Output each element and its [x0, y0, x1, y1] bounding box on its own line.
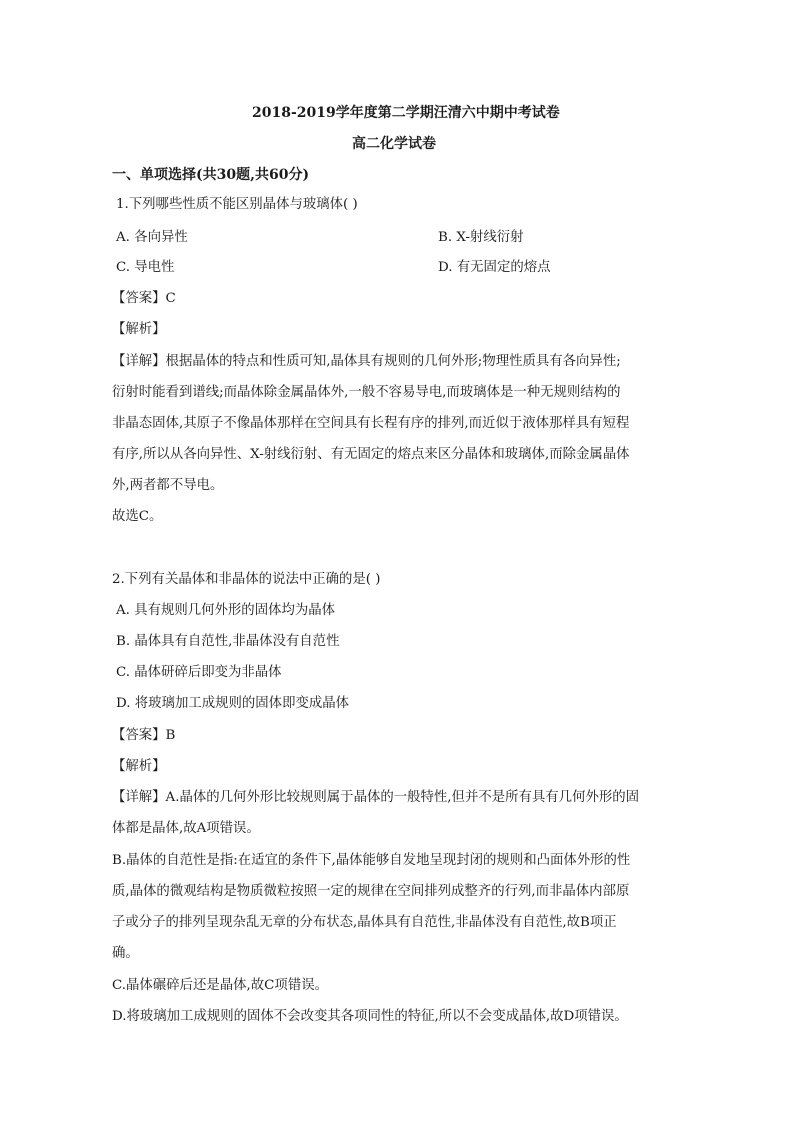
- answer: 【答案】C: [112, 291, 176, 306]
- question-stem: 1.下列哪些性质不能区别晶体与玻璃体( ): [116, 197, 358, 212]
- detail-line: 确。: [112, 946, 139, 961]
- option-a: A. 具有规则几何外形的固体均为晶体: [116, 603, 336, 618]
- detail-line: B.晶体的自范性是指:在适宜的条件下,晶体能够自发地呈现封闭的规则和凸面体外形的性: [112, 853, 631, 868]
- detail-line: 有序,所以从各向异性、X-射线衍射、有无固定的熔点来区分晶体和玻璃体,而除金属晶体: [112, 447, 630, 462]
- exam-title: 2018-2019学年度第二学期汪清六中期中考试卷: [252, 105, 560, 121]
- analysis-label: 【解析】: [112, 322, 166, 337]
- detail-line: D.将玻璃加工成规则的固体不会改变其各项同性的特征,所以不会变成晶体,故D项错误。: [112, 1009, 628, 1024]
- option-b: B. 晶体具有自范性,非晶体没有自范性: [116, 634, 340, 649]
- option-c: C. 导电性: [116, 260, 175, 275]
- detail-line: C.晶体碾碎后还是晶体,故C项错误。: [112, 978, 328, 993]
- option-b: B. X-射线衍射: [438, 230, 524, 245]
- detail-line: 【详解】A.晶体的几何外形比较规则属于晶体的一般特性,但并不是所有具有几何外形的固: [112, 790, 640, 805]
- option-d: D. 将玻璃加工成规则的固体即变成晶体: [116, 696, 350, 711]
- option-d: D. 有无固定的熔点: [438, 260, 551, 275]
- detail-line: 外,两者都不导电。: [112, 478, 224, 493]
- detail-line: 非晶态固体,其原子不像晶体那样在空间具有长程有序的排列,而近似于液体那样具有短程: [112, 416, 630, 431]
- detail-line: 子或分子的排列呈现杂乱无章的分布状态,晶体具有自范性,非晶体没有自范性,故B项正: [112, 915, 617, 930]
- section-heading: 一、单项选择(共30题,共60分): [112, 167, 310, 183]
- detail-line: 体都是晶体,故A项错误。: [112, 821, 260, 836]
- detail-line: 衍射时能看到谱线;而晶体除金属晶体外,一般不容易导电,而玻璃体是一种无规则结构的: [112, 385, 621, 400]
- detail-line: 故选C。: [112, 509, 163, 524]
- answer: 【答案】B: [112, 728, 176, 743]
- exam-subtitle: 高二化学试卷: [352, 136, 436, 152]
- detail-line: 质,晶体的微观结构是物质微粒按照一定的规律在空间排列成整齐的行列,而非晶体内部原: [112, 884, 630, 899]
- option-a: A. 各向异性: [116, 230, 188, 245]
- analysis-label: 【解析】: [112, 759, 166, 774]
- question-stem: 2.下列有关晶体和非晶体的说法中正确的是( ): [112, 572, 381, 587]
- detail-line: 【详解】根据晶体的特点和性质可知,晶体具有规则的几何外形;物理性质具有各向异性;: [112, 354, 621, 369]
- option-c: C. 晶体研碎后即变为非晶体: [116, 665, 282, 680]
